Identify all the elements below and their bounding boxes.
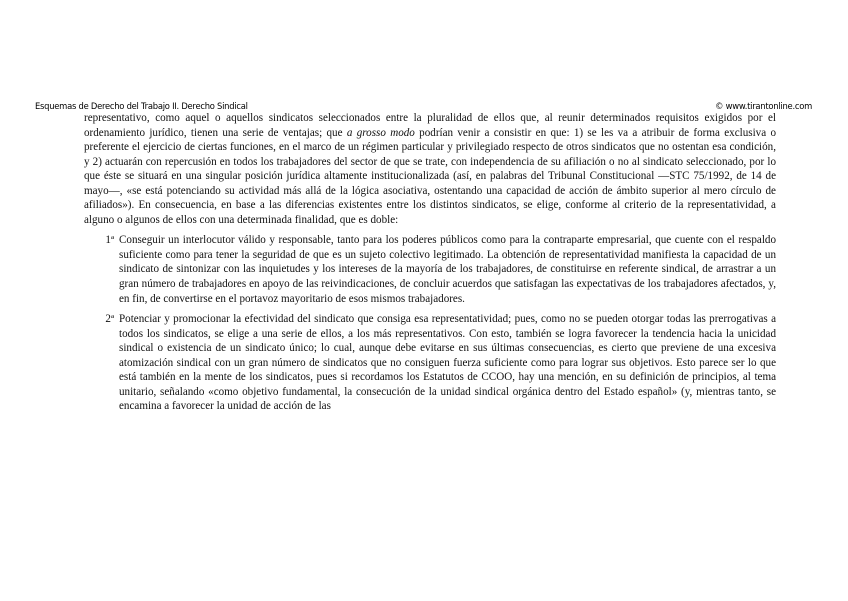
intro-paragraph [84,111,776,227]
intro-text-start: representativo, como aquel o aquellos sindicatos seleccionados entre la pluralidad de ellos que, al reunir determinados requisitos exigidos por el ordenamiento jurídico, tienen una serie de ventajas; que [84,112,776,139]
list-item-number: 2ª [105,313,114,326]
intro-italic-phrase: a grosso modo [346,126,415,139]
list-item-text: Potenciar y promocionar la efectividad del sindicato que consiga esa representatividad; pues, como no se pueden otorgar todas las prerrogativas a todos los sindicatos, se elige a una serie de ellos, a los más representativos. Con esto, también se logra favorecer la tendencia hacia la unicidad sindical o existencia de un sindicato único; lo cual, aunque debe evitarse en sus últimas consecuencias, es cierto que previene de una excesiva atomización sindical con un gran número de sindicatos que no consiguen fuerza suficiente como para lograr sus objetivos. Esto parece ser lo que está también en la mente de los sindicatos, pues si recordamos los Estatutos de CCOO, hay una mención, en su definición de principios, al tema unitario, señalando «como objetivo fundamental, la consecución de la unidad sindical orgánica dentro del Estado español» (y, mientras tanto, se encamina a favorecer la unidad de acción de las [119,313,776,413]
list-item-text: Conseguir un interlocutor válido y responsable, tanto para los poderes públicos como para la contraparte empresarial, que cuente con el respaldo suficiente como para tener la seguridad de que es un sujeto colectivo legitimado. La obtención de representatividad manifiesta la capacidad de un sindicato de sintonizar con las inquietudes y los intereses de la mayoría de los trabajadores, de constituirse en referente sindical, de arrastrar a un gran número de trabajadores en apoyo de las reivindicaciones, de concluir acuerdos que satisfagan las expectativas de los trabajadores afectados, y, en fin, de convertirse en el portavoz mayoritario de esos mismos trabajadores. [119,234,776,305]
document-body [84,111,776,414]
running-header-copyright: © www.tirantonline.com [715,101,812,111]
numbered-list [84,233,776,414]
list-item [84,312,776,414]
running-header-title: Esquemas de Derecho del Trabajo II. Derecho Sindical [35,101,248,111]
list-item [84,233,776,306]
intro-text-end: podrían venir a consistir en que: 1) se les va a atribuir de forma exclusiva o preferente el ejercicio de ciertas funciones, en el marco de un régimen particular y privilegiado respecto de otros sindicatos que no ostentan esa condición, y 2) actuarán con repercusión en todos los trabajadores del sector de que se trate, con independencia de su afiliación o no al sindicato seleccionado, por lo que éste se situará en una singular posición jurídica altamente institucionalizada (así, en palabras del Tribunal Constitucional —STC 75/1992, de 14 de mayo—, «se está potenciando su actividad más allá de la lógica asociativa, ostentando una capacidad de acción de ámbito superior al mero círculo de afiliados»). En consecuencia, en base a las diferencias existentes entre los distintos sindicatos, se elige, conforme al criterio de la representatividad, a alguno o algunos de ellos con una determinada finalidad, que es doble: [84,126,776,226]
list-item-number: 1ª [105,234,114,247]
